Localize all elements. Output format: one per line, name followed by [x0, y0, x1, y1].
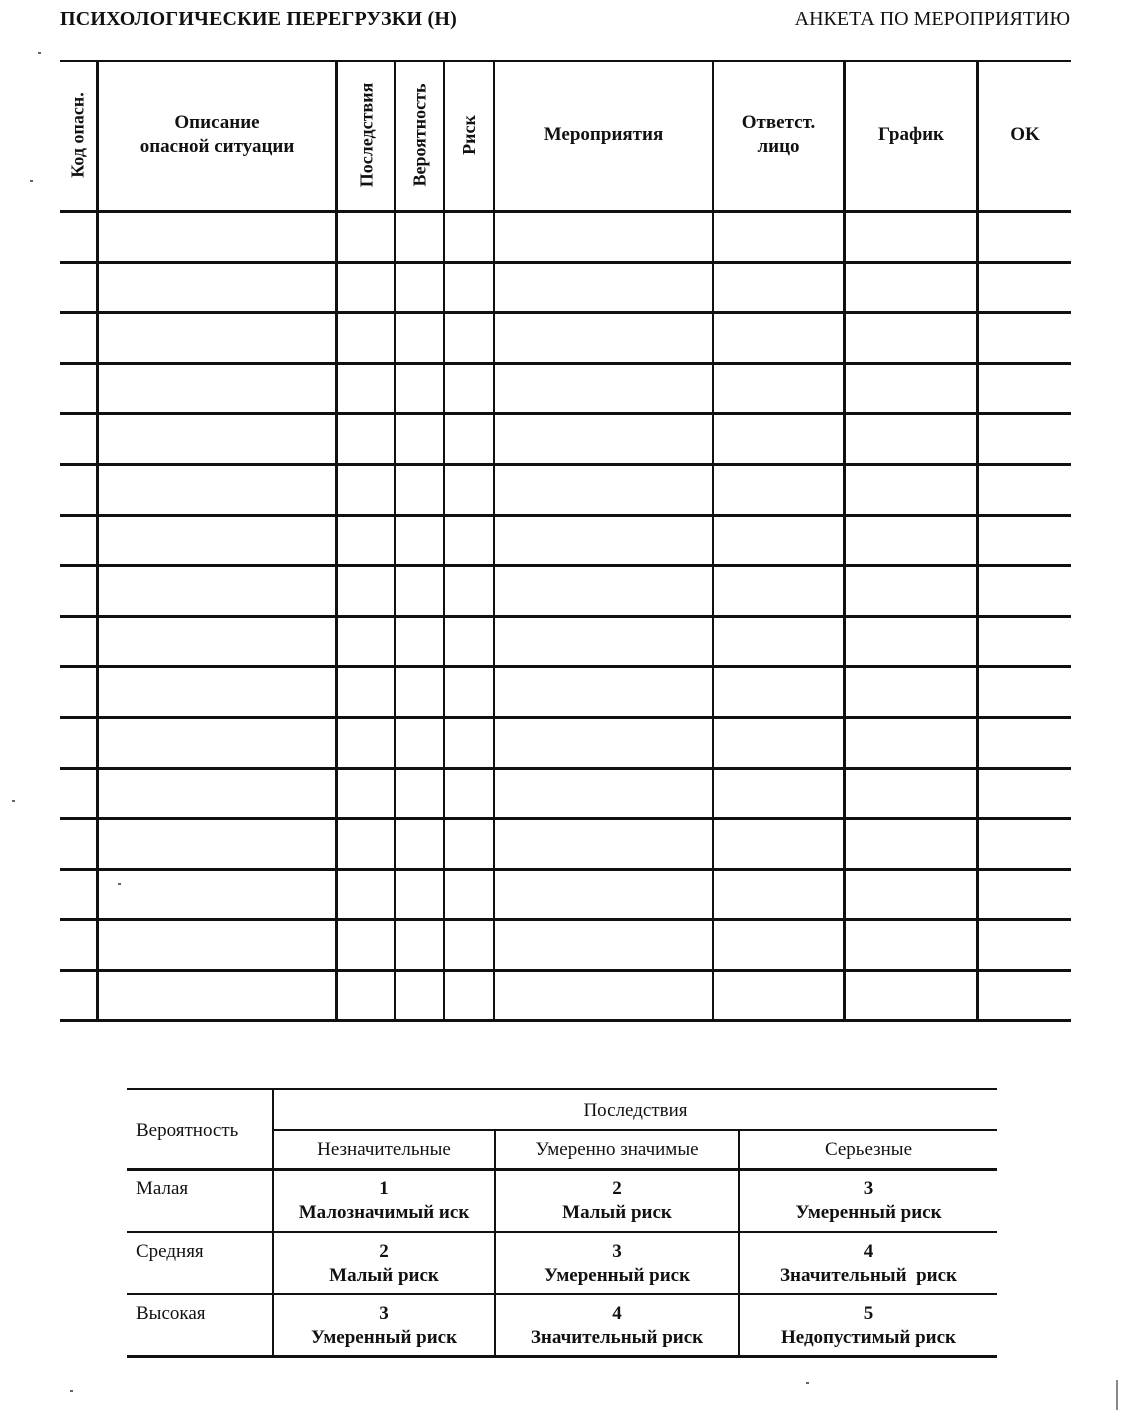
header-bottom-border — [60, 210, 1071, 213]
form-subtitle: АНКЕТА ПО МЕРОПРИЯТИЮ — [794, 8, 1070, 30]
matrix-row-label: Высокая — [136, 1303, 206, 1324]
header-description-line1: Описание — [174, 112, 260, 133]
risk-label: Малый риск — [329, 1265, 439, 1286]
matrix-col-header: Серьезные — [824, 1139, 913, 1160]
matrix-row-label: Малая — [136, 1178, 189, 1199]
scan-speck — [30, 180, 33, 182]
risk-level: 4 — [612, 1303, 622, 1324]
risk-label: Умеренный риск — [543, 1265, 691, 1286]
header-responsible-line2: лицо — [757, 136, 800, 157]
matrix-row-label: Средняя — [136, 1241, 204, 1262]
header-ok-label: OK — [1010, 124, 1040, 145]
header-code — [60, 60, 96, 210]
matrix-cell — [740, 1302, 997, 1350]
risk-level: 4 — [863, 1241, 874, 1262]
header-risk — [445, 60, 493, 210]
header-responsible — [714, 60, 843, 210]
header-responsible-line1: Ответст. — [741, 112, 816, 133]
risk-level: 3 — [863, 1178, 874, 1199]
row-divider — [60, 918, 1071, 921]
risk-label: Малозначимый иск — [298, 1202, 470, 1223]
matrix-cell — [740, 1240, 997, 1288]
matrix-row-divider — [127, 1231, 997, 1233]
row-divider — [60, 767, 1071, 770]
risk-label: Умеренный риск — [310, 1327, 458, 1348]
row-divider — [60, 564, 1071, 567]
risk-label: Недопустимый риск — [780, 1327, 957, 1348]
header-measures — [495, 60, 712, 210]
risk-label: Умеренный риск — [795, 1202, 942, 1223]
risk-level: 2 — [612, 1178, 622, 1199]
hazard-form-table — [60, 60, 1071, 1022]
row-divider — [60, 412, 1071, 415]
matrix-cell — [274, 1240, 494, 1288]
matrix-row-divider — [127, 1293, 997, 1295]
matrix-cell — [496, 1302, 738, 1350]
form-title: ПСИХОЛОГИЧЕСКИЕ ПЕРЕГРУЗКИ (Н) — [60, 8, 457, 30]
header-schedule — [846, 60, 976, 210]
scan-speck — [12, 800, 15, 802]
header-consequences-label: Последствия — [356, 82, 377, 188]
matrix-cell — [740, 1177, 997, 1225]
header-code-label: Код опасн. — [68, 92, 89, 178]
scan-speck — [70, 1390, 73, 1392]
row-divider — [60, 311, 1071, 314]
header-schedule-label: График — [878, 124, 944, 145]
matrix-header-bottom — [127, 1168, 997, 1171]
scan-speck — [806, 1382, 809, 1384]
row-divider — [60, 362, 1071, 365]
header-description — [99, 60, 335, 210]
matrix-cell — [274, 1302, 494, 1350]
risk-level: 5 — [863, 1303, 874, 1324]
row-divider — [60, 463, 1071, 466]
matrix-col-header: Незначительные — [317, 1139, 451, 1160]
risk-label: Малый риск — [562, 1202, 672, 1223]
row-divider — [60, 716, 1071, 719]
header-risk-label: Риск — [458, 115, 479, 155]
risk-level: 3 — [379, 1303, 389, 1324]
matrix-cell — [274, 1177, 494, 1225]
risk-matrix — [127, 1088, 997, 1358]
row-divider — [60, 969, 1071, 972]
header-measures-label: Мероприятия — [543, 124, 664, 145]
header-ok — [979, 60, 1071, 210]
risk-level: 3 — [612, 1241, 622, 1262]
table-bottom-border — [60, 1019, 1071, 1022]
scan-speck — [118, 883, 121, 885]
scan-speck — [38, 52, 41, 54]
row-divider — [60, 514, 1071, 517]
matrix-corner-label: Вероятность — [136, 1120, 239, 1141]
header-probability-label: Вероятность — [409, 83, 430, 187]
row-divider — [60, 665, 1071, 668]
matrix-cell — [496, 1240, 738, 1288]
header-consequences — [338, 60, 394, 210]
matrix-header-divider — [273, 1129, 997, 1131]
row-divider — [60, 817, 1071, 820]
matrix-top-border — [127, 1088, 997, 1090]
row-divider — [60, 261, 1071, 264]
matrix-cell — [496, 1177, 738, 1225]
matrix-consequences-header: Последствия — [583, 1100, 688, 1121]
row-divider — [60, 868, 1071, 871]
risk-label: Значительный риск — [780, 1265, 957, 1286]
risk-level: 2 — [379, 1241, 389, 1262]
risk-label: Значительный риск — [530, 1327, 704, 1348]
scan-edge-mark — [1116, 1380, 1118, 1410]
matrix-bottom-border — [127, 1355, 997, 1358]
row-divider — [60, 615, 1071, 618]
matrix-col-header: Умеренно значимые — [535, 1139, 699, 1160]
risk-level: 1 — [379, 1178, 389, 1199]
header-description-line2: опасной ситуации — [139, 136, 295, 157]
header-probability — [396, 60, 443, 210]
